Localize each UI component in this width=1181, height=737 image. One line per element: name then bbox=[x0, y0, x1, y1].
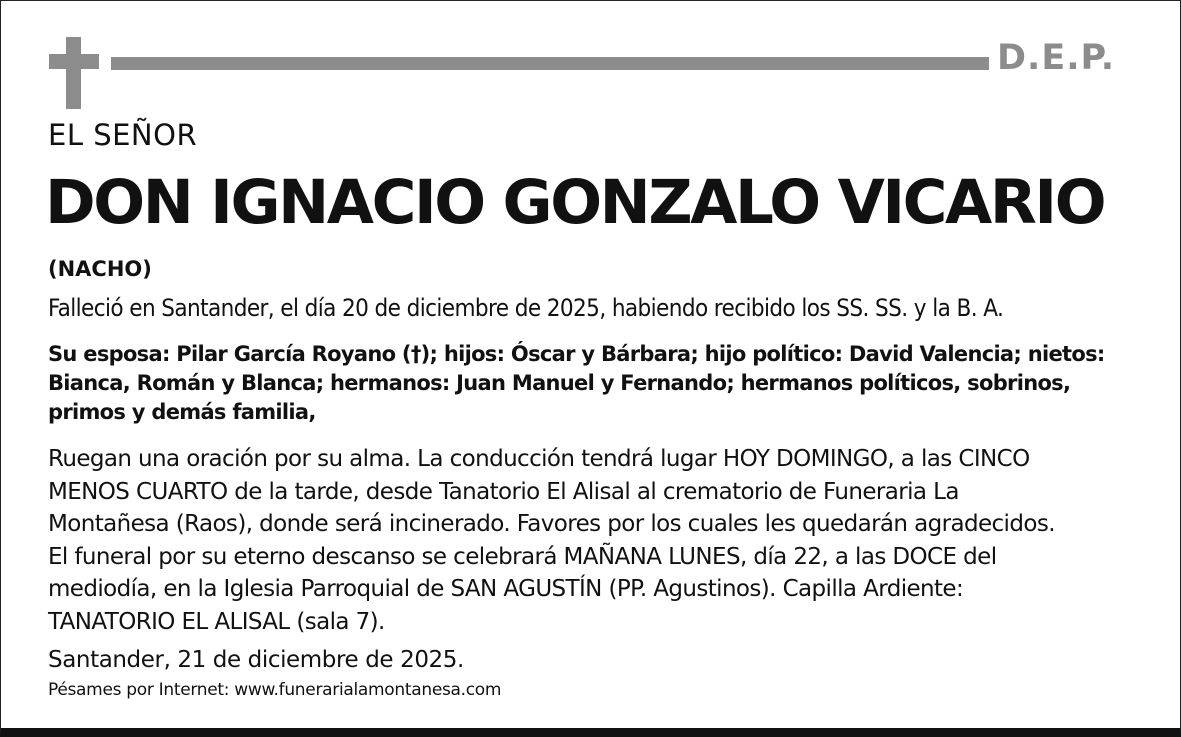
body-line: Ruegan una oración por su alma. La conducción tendrá lugar HOY DOMINGO, a las CINCO bbox=[48, 446, 1030, 472]
condolences-label: Pésames por Internet: bbox=[48, 680, 230, 700]
cross-icon bbox=[49, 37, 99, 109]
body-line: TANATORIO EL ALISAL (sala 7). bbox=[48, 608, 385, 635]
deceased-name: DON IGNACIO GONZALO VICARIO bbox=[45, 167, 1105, 238]
condolences-url[interactable]: www.funerarialamontanesa.com bbox=[234, 680, 502, 700]
family-line: primos y demás familia, bbox=[48, 400, 316, 424]
body-line: MENOS CUARTO de la tarde, desde Tanatorio El Alisal al crematorio de Funeraria La bbox=[48, 478, 959, 505]
body-line: Montañesa (Raos), donde será incinerado. Favores por los cuales les quedarán agradecidos. bbox=[48, 511, 1055, 537]
family-list bbox=[48, 340, 1143, 427]
title-prefix: EL SEÑOR bbox=[48, 118, 198, 152]
death-notice: Falleció en Santander, el día 20 de diciembre de 2025, habiendo recibido los SS. SS. y la B. A. bbox=[48, 294, 1004, 322]
service-details bbox=[48, 443, 1148, 638]
header-rule bbox=[111, 57, 989, 70]
family-line: Bianca, Román y Blanca; hermanos: Juan Manuel y Fernando; hermanos políticos, sobrinos, bbox=[48, 371, 1071, 395]
nickname: (NACHO) bbox=[48, 257, 152, 281]
place-date: Santander, 21 de diciembre de 2025. bbox=[48, 647, 464, 673]
dep-label: D.E.P. bbox=[997, 38, 1116, 78]
family-line: Su esposa: Pilar García Royano (†); hijos: Óscar y Bárbara; hijo político: David Valencia; nietos: bbox=[48, 342, 1105, 366]
body-line: El funeral por su eterno descanso se celebrará MAÑANA LUNES, día 22, a las DOCE del bbox=[48, 543, 997, 570]
body-line: mediodía, en la Iglesia Parroquial de SAN AGUSTÍN (PP. Agustinos). Capilla Ardiente: bbox=[48, 576, 964, 602]
condolences-line bbox=[48, 680, 501, 700]
